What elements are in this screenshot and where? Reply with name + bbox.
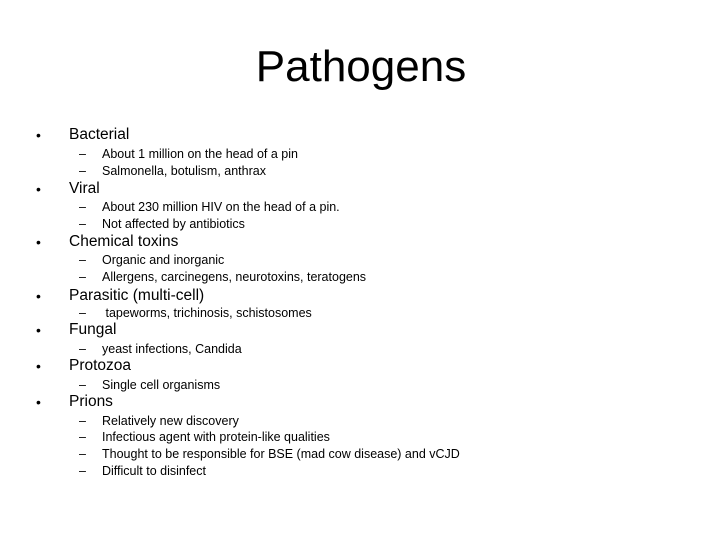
bullet-marker: • xyxy=(36,358,41,374)
sub-bullet-item xyxy=(0,446,720,462)
sub-bullet-label: Relatively new discovery xyxy=(102,414,239,428)
bullet-marker: • xyxy=(36,127,41,143)
sub-bullet-dash: – xyxy=(79,200,86,214)
bullet-item-label: Viral xyxy=(69,180,100,197)
sub-bullet-item xyxy=(0,429,720,445)
bullet-marker: • xyxy=(36,288,41,304)
bullet-item-label: Bacterial xyxy=(69,126,130,143)
sub-bullet-label: tapeworms, trichinosis, schistosomes xyxy=(102,306,312,320)
bullet-item-label: Parasitic (multi-cell) xyxy=(69,287,205,304)
sub-bullet-dash: – xyxy=(79,270,86,284)
sub-bullet-label: Not affected by antibiotics xyxy=(102,217,245,231)
sub-bullet-label: Single cell organisms xyxy=(102,378,221,392)
sub-bullet-item xyxy=(0,305,720,321)
bullet-item-label: Prions xyxy=(69,393,113,410)
bullet-marker: • xyxy=(36,322,41,338)
bullet-item-label: Chemical toxins xyxy=(69,233,179,250)
slide-title-text: Pathogens xyxy=(255,42,467,91)
sub-bullet-label: About 230 million HIV on the head of a pin. xyxy=(102,200,340,214)
sub-bullet-item xyxy=(0,463,720,479)
bullet-marker: • xyxy=(36,234,41,250)
bullet-item-label: Fungal xyxy=(69,321,117,338)
sub-bullet-item xyxy=(0,269,720,285)
sub-bullet-dash: – xyxy=(79,306,86,320)
sub-bullet-label: Difficult to disinfect xyxy=(102,464,206,478)
sub-bullet-label: Organic and inorganic xyxy=(102,253,225,267)
sub-bullet-item xyxy=(0,252,720,268)
sub-bullet-dash: – xyxy=(79,217,86,231)
sub-bullet-dash: – xyxy=(79,147,86,161)
sub-bullet-item xyxy=(0,413,720,429)
sub-bullet-label: Thought to be responsible for BSE (mad cow disease) and vCJD xyxy=(102,447,460,461)
sub-bullet-item xyxy=(0,341,720,357)
sub-bullet-dash: – xyxy=(79,447,86,461)
sub-bullet-dash: – xyxy=(79,342,86,356)
bullet-item-label: Protozoa xyxy=(69,357,132,374)
sub-bullet-item xyxy=(0,163,720,179)
sub-bullet-dash: – xyxy=(79,378,86,392)
sub-bullet-label: Allergens, carcinegens, neurotoxins, teratogens xyxy=(102,270,367,284)
sub-bullet-dash: – xyxy=(79,253,86,267)
sub-bullet-label: yeast infections, Candida xyxy=(102,342,242,356)
sub-bullet-label: Infectious agent with protein-like qualities xyxy=(102,430,330,444)
sub-bullet-label: Salmonella, botulism, anthrax xyxy=(102,164,266,178)
sub-bullet-dash: – xyxy=(79,164,86,178)
sub-bullet-dash: – xyxy=(79,430,86,444)
sub-bullet-item xyxy=(0,146,720,162)
sub-bullet-dash: – xyxy=(79,414,86,428)
sub-bullet-item xyxy=(0,216,720,232)
bullet-marker: • xyxy=(36,181,41,197)
sub-bullet-item xyxy=(0,377,720,393)
sub-bullet-label: About 1 million on the head of a pin xyxy=(102,147,298,161)
sub-bullet-dash: – xyxy=(79,464,86,478)
sub-bullet-item xyxy=(0,199,720,215)
bullet-marker: • xyxy=(36,394,41,410)
